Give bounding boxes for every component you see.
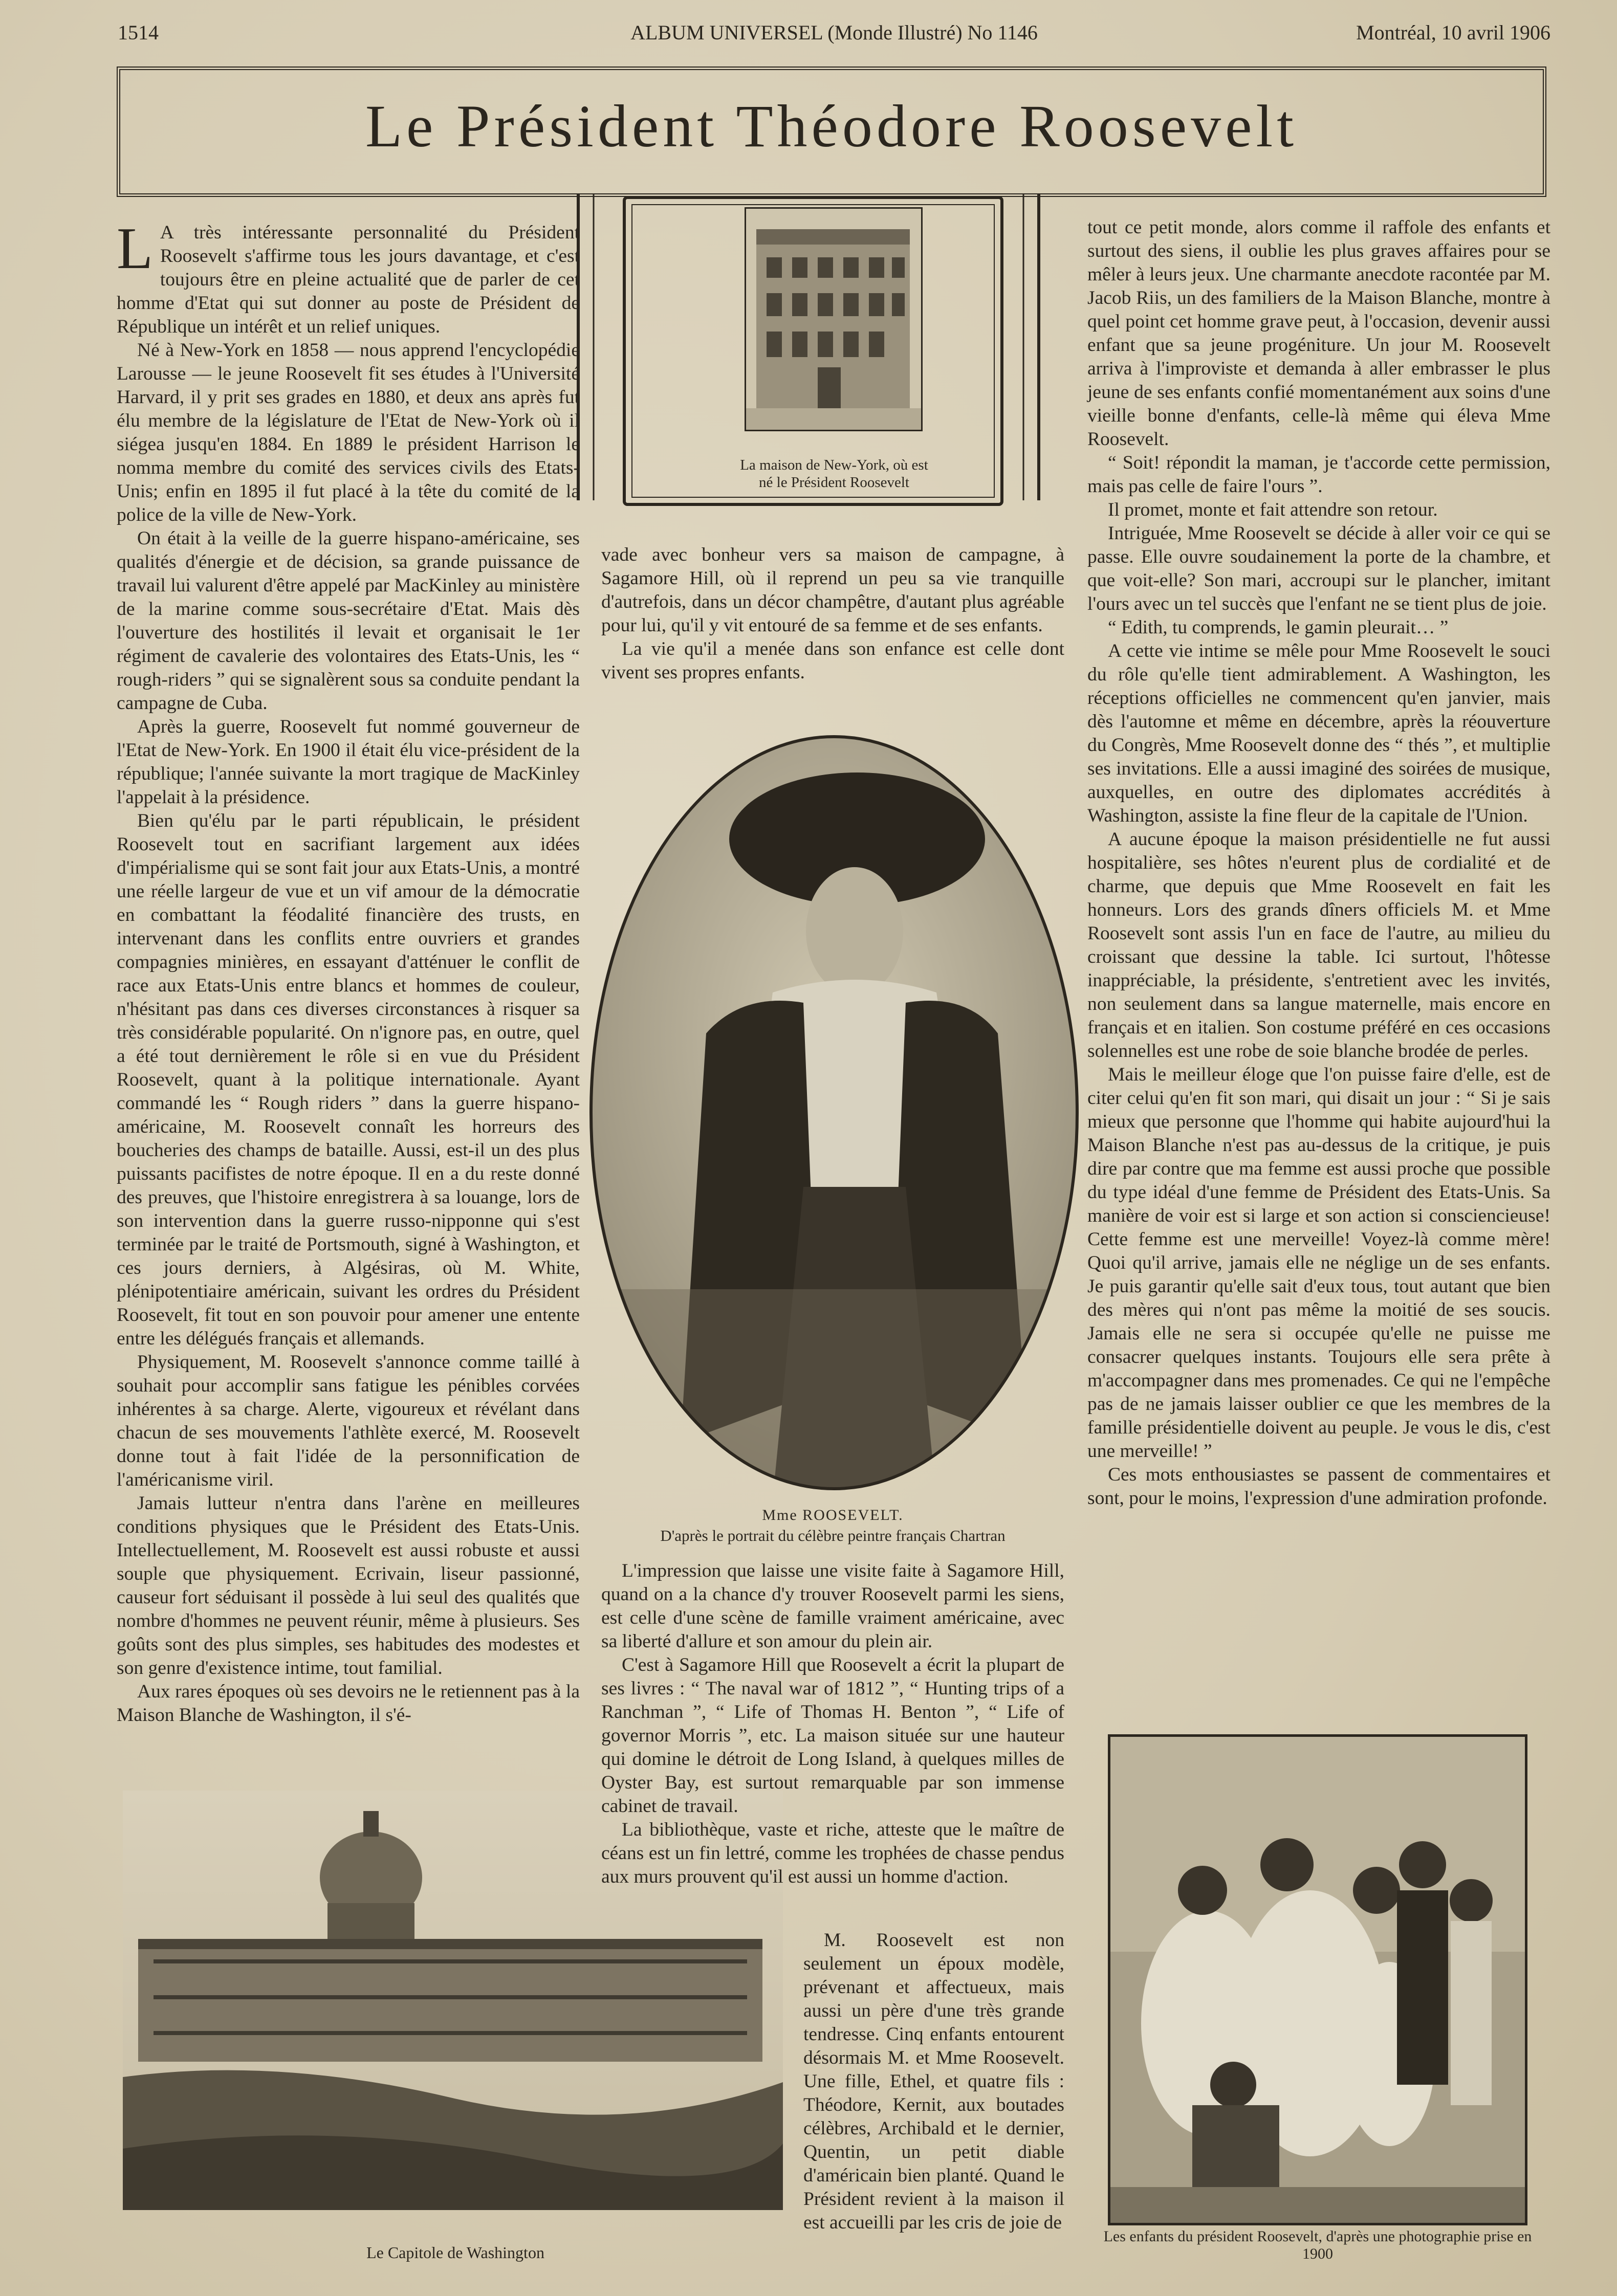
portrait-photo (578, 726, 1090, 1499)
paragraph: A cette vie intime se mêle pour Mme Roosevelt le souci du rôle qu'elle tient admirablement. A Washington, les réceptions officielles ne commencent qu'en janvier, mais dès l'automne et même en décembre, après la réouverture du Congrès, Mme Roosevelt donne des “ thés ”, et multiplie ses invitations. Elle a aussi imaginé des soirées de musique, auxquelles, en outre des diplomates accrédités à Washington, assiste la fine fleur de la capitale de l'Union. (1087, 641, 1550, 826)
paragraph: La vie qu'il a menée dans son enfance est celle dont vivent ses propres enfants. (601, 638, 1064, 683)
paragraph: Intriguée, Mme Roosevelt se décide à aller voir ce qui se passe. Elle ouvre soudainement la porte de la chambre, et que voit-elle? Son mari, accroupi sur le plancher, imitant l'ours avec un tel succès que l'enfant ne se tient plus de joie. (1087, 523, 1550, 614)
paragraph: M. Roosevelt est non seulement un époux modèle, prévenant et affectueux, mais aussi un père d'une très grande tendresse. Cinq enfants entourent désormais M. et Mme Roosevelt. Une fille, Ethel, et quatre fils : Théodore, Kernit, aux boutades célèbres, Archibald et le dernier, Quentin, un petit diable d'américain bien planté. Quand le Président revient à la maison il est accueilli par les cris de joie de (803, 1930, 1064, 2233)
house-photo-icon (746, 209, 921, 430)
portrait-photo-icon (578, 726, 1090, 1499)
children-photo-icon (1110, 1737, 1525, 2223)
title-banner (117, 67, 1546, 197)
issue-date: Montréal, 10 avril 1906 (1356, 21, 1550, 44)
paragraph: Né à New-York en 1858 — nous apprend l'encyclopédie Larousse — le jeune Roosevelt fit ses études à l'Université Harvard, il y prit ses grades en 1880, et deux ans après fut élu membre de la législature de l'Etat de New-York où il siégea jusqu'en 1884. En 1889 le président Harrison le nomma membre du comité des services civils des Etats-Unis; enfin en 1895 il fut placé à la tête du comité de la police de la ville de New-York. (117, 340, 580, 525)
paragraph: Aux rares époques où ses devoirs ne le retiennent pas à la Maison Blanche de Washington, il s'é- (117, 1681, 580, 1726)
paragraph: Physiquement, M. Roosevelt s'annonce comme taillé à souhait pour accomplir sans fatigue les pénibles corvées inhérentes à sa charge. Alerte, vigoureux et révélant dans chacun de ses mouvements l'athlète exercé, M. Roosevelt donne tout à fait l'idée de la personnification de l'américanisme viril. (117, 1352, 580, 1490)
paragraph: Après la guerre, Roosevelt fut nommé gouverneur de l'Etat de New-York. En 1900 il était élu vice-président de la république; l'année suivante la mort tragique de MacKinley l'appelait à la présidence. (117, 716, 580, 808)
paragraph: “ Soit! répondit la maman, je t'accorde cette permission, mais pas celle de faire l'ours ”. (1087, 452, 1550, 497)
paragraph: Bien qu'élu par le parti républicain, le président Roosevelt tout en sacrifiant largement aux idées d'impérialisme qui se sont fait jour aux Etats-Unis, a montré une réelle largeur de vue et un vif amour de la démocratie en combattant la féodalité financière des trusts, en intervenant dans les conflits entre ouvriers et grandes compagnies minières, en essayant d'atténuer le conflit de race aux Etats-Unis entre blancs et hommes de couleur, n'hésitant pas dans ces diverses circonstances à risquer sa très considérable popularité. On n'ignore pas, en outre, quel a été tout dernièrement le rôle si en vue du Président Roosevelt, quant à la politique internationale. Ayant commandé les “ Rough riders ” dans la guerre hispano-américaine, M. Roosevelt connaît les horreurs des boucheries des champs de bataille. Aussi, est-il un des plus puissants pacifistes de notre époque. Il en a du reste donné des preuves, que l'histoire enregistrera à sa louange, lors de son intervention dans la guerre russo-nipponne qui s'est terminée par le traité de Portsmouth, signé à Washington, et ces jours derniers, à Algésiras, où M. White, plénipotentiaire américain, suivant les ordres du Président Roosevelt, fit tout en son pouvoir pour amener une entente entre les délégués français et allemands. (117, 810, 580, 1349)
paragraph: tout ce petit monde, alors comme il raffole des enfants et surtout des siens, il oublie les plus graves affaires pour se mêler à leurs jeux. Une charmante anecdote racontée par M. Jacob Riis, un des familiers de la Maison Blanche, montre à quel point cet homme grave peut, à l'occasion, devenir aussi enfant que sa jeune progéniture. Un jour M. Roosevelt arriva à l'improviste et demanda à aller embrasser le plus jeune de ses enfants confié momentanément aux soins d'une vieille bonne d'enfants, celle-là même qui éleva Mme Roosevelt. (1087, 217, 1550, 450)
right-column (1087, 216, 1550, 1710)
article-title: Le Président Théodore Roosevelt (365, 93, 1298, 160)
paragraph: vade avec bonheur vers sa maison de campagne, à Sagamore Hill, où il reprend un peu sa vie tranquille d'autrefois, dans un décor champêtre, d'autant plus agréable pour lui, qu'il y vit entouré de sa femme et de ses enfants. (601, 544, 1064, 636)
paragraph: Il promet, monte et fait attendre son retour. (1108, 499, 1438, 520)
middle-column-top (601, 543, 1064, 685)
house-photo (745, 207, 923, 431)
drop-cap: L (117, 216, 153, 281)
capitol-caption: Le Capitole de Washington (366, 2243, 544, 2262)
publication-title: ALBUM UNIVERSEL (Monde Illustré) No 1146 (630, 21, 1038, 44)
paragraph: On était à la veille de la guerre hispano-américaine, ses qualités d'énergie et de décision, sa grande puissance de travail lui valurent d'être appelé par MacKinley au ministère de la marine comme sous-secrétaire d'Etat. Mais dès l'ouverture des hostilités il levait et organisait le 1er régiment de cavalerie des volontaires des Etats-Unis, les “ rough-riders ” qui se signalèrent sous sa conduite pendant la campagne de Cuba. (117, 528, 580, 714)
house-caption: La maison de New-York, où est né le Président Roosevelt (740, 457, 928, 491)
middle-column-bottom (601, 1559, 1064, 1889)
paragraph: La bibliothèque, vaste et riche, atteste que le maître de céans est un fin lettré, comme les trophées de chasse pendus aux murs prouvent qu'il est aussi un homme d'action. (601, 1819, 1064, 1887)
paragraph: A aucune époque la maison présidentielle ne fut aussi hospitalière, ses hôtes n'eurent plus de cordialité et de charme, que depuis que Mme Roosevelt en fait les honneurs. Lors des grands dîners officiels M. et Mme Roosevelt sont assis l'un en face de l'autre, au milieu du croissant que dessine la table. Ici surtout, l'hôtesse inappréciable, la présidente, s'entretient avec les invités, non seulement dans sa langue maternelle, mais encore en français et en italien. Son costume préféré en ces occasions solennelles est une robe de soie blanche brodée de perles. (1087, 829, 1550, 1062)
portrait-credit: D'après le portrait du célèbre peintre français Chartran (660, 1527, 1006, 1544)
paragraph: Jamais lutteur n'entra dans l'arène en meilleures conditions physiques que le Président des Etats-Unis. Intellectuellement, M. Roosevelt est aussi robuste et aussi souple que physiquement. Ecrivain, liseur passionné, causeur fort séduisant il possède à lui seul des qualités que nombre d'hommes ne peuvent réunir, même à plusieurs. Ses goûts sont des plus simples, ses habitudes des modestes et son genre d'existence intime, tout familial. (117, 1493, 580, 1679)
middle-column-narrow (803, 1929, 1064, 2235)
page-header (118, 20, 1550, 51)
paragraph: L'impression que laisse une visite faite à Sagamore Hill, quand on a la chance d'y trouver Roosevelt parmi les siens, est celle d'une scène de famille vraiment américaine, avec sa liberté d'allure et son amour du plein air. (601, 1560, 1064, 1652)
paragraph: “ Edith, tu comprends, le gamin pleurait… ” (1108, 617, 1449, 638)
paragraph: C'est à Sagamore Hill que Roosevelt a écrit la plupart de ses livres : “ The naval war of 1812 ”, “ Hunting trips of a Ranchman ”, “ Life of Thomas H. Benton ”, “ Life of governor Morris ”, etc. La maison située sur une hauteur qui domine le détroit de Long Island, à quelques milles de Oyster Bay, est surtout remarquable par son immense cabinet de travail. (601, 1654, 1064, 1817)
paragraph: Ces mots enthousiastes se passent de commentaires et sont, pour le moins, l'expression d'une admiration profonde. (1087, 1464, 1550, 1509)
children-caption: Les enfants du président Roosevelt, d'après une photographie prise en 1900 (1103, 2228, 1532, 2262)
paragraph: L A très intéressante personnalité du Président Roosevelt s'affirme tous les jours davantage, et c'est toujours être en pleine actualité que de parler de cet homme d'Etat qui sut donner au poste de Président de République un intérêt et un relief uniques. (117, 216, 580, 337)
paragraph: Mais le meilleur éloge que l'on puisse faire d'elle, est de citer celui qu'en fit son mari, qui disait un jour : “ Si je sais mieux que personne que l'homme qui habite aujourd'hui la Maison Blanche n'est pas au-dessus de la critique, je puis dire par contre que ma femme est aussi proche que possible du type idéal d'une femme de Président des Etats-Unis. Sa manière de voir est si large et son action si consciencieuse! Cette femme est une merveille! Voyez-là comme mère! Quoi qu'il arrive, jamais elle ne néglige un de ses enfants. Je puis garantir qu'elle sait d'eux tous, tout autant que bien des mères qui n'ont pas même la moitié de ses soucis. Jamais elle ne sera si occupée qu'elle ne puisse me consacrer quelques instants. Toujours elle sera prête à m'accompagner dans mes promenades. Ce qui ne l'empêche pas de ne jamais laisser oublier ce que les membres de la famille présidentielle doivent au peuple. Je vous le dis, c'est une merveille! ” (1087, 1064, 1550, 1462)
children-photo (1108, 1734, 1527, 2225)
left-column (117, 216, 580, 1909)
page-number: 1514 (118, 21, 159, 44)
portrait-name: Mme ROOSEVELT. (762, 1507, 904, 1524)
